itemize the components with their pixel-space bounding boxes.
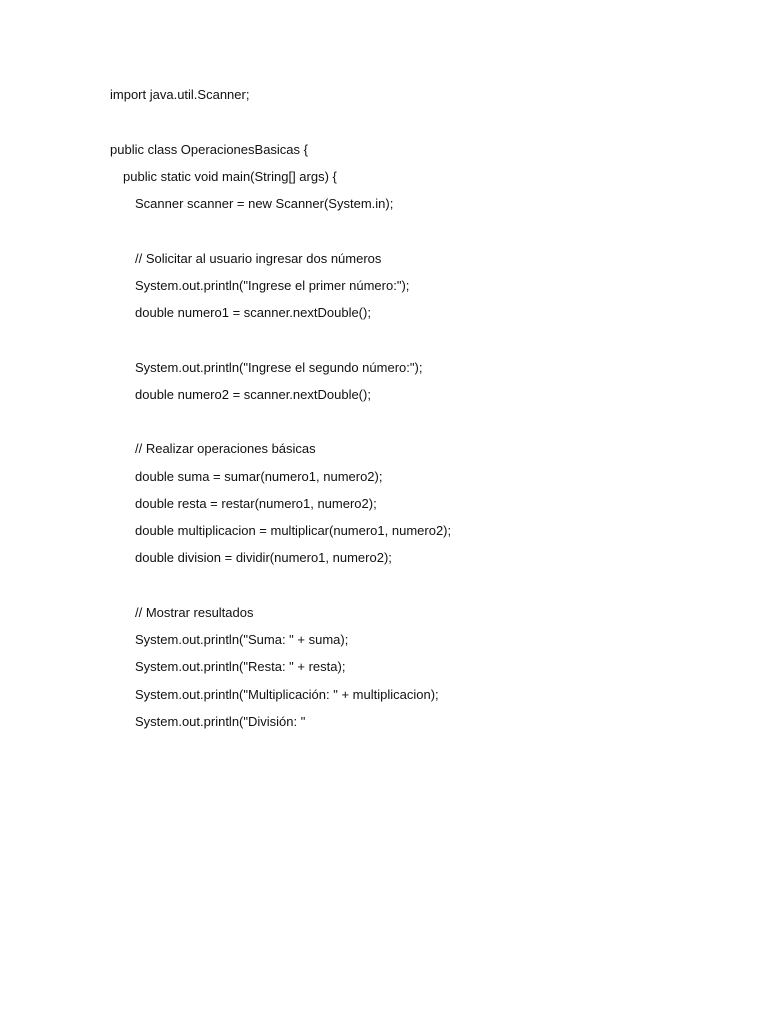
code-line-import: import java.util.Scanner; (110, 87, 250, 102)
code-line-print-resta: System.out.println("Resta: " + resta); (135, 659, 346, 675)
code-line-main-method: public static void main(String[] args) { (123, 168, 337, 184)
code-line-division: double division = dividir(numero1, numero2); (135, 550, 392, 566)
code-comment: // Realizar operaciones básicas (135, 441, 316, 457)
blank-line (110, 576, 730, 603)
code-line-scanner-init: Scanner scanner = new Scanner(System.in); (135, 196, 394, 211)
code-line-prompt-second: System.out.println("Ingrese el segundo número:"); (135, 359, 423, 375)
code-line-read-second: double numero2 = scanner.nextDouble(); (135, 386, 371, 402)
code-line-resta: double resta = restar(numero1, numero2); (135, 495, 377, 511)
blank-line (110, 330, 730, 357)
code-listing (110, 85, 730, 739)
code-line-read-first: double numero1 = scanner.nextDouble(); (135, 305, 371, 320)
blank-line (110, 112, 730, 139)
blank-line (110, 412, 730, 439)
code-line-class-declaration: public class OperacionesBasicas { (110, 141, 308, 157)
code-line-suma: double suma = sumar(numero1, numero2); (135, 468, 383, 484)
blank-line (110, 221, 730, 248)
code-comment: // Solicitar al usuario ingresar dos números (135, 250, 382, 266)
code-line-print-multiplicacion: System.out.println("Multiplicación: " + multiplicacion); (135, 686, 439, 702)
code-line-prompt-first: System.out.println("Ingrese el primer número:"); (135, 277, 410, 293)
code-line-print-division: System.out.println("División: " (135, 713, 306, 729)
code-comment: // Mostrar resultados (135, 604, 254, 620)
code-line-multiplicacion: double multiplicacion = multiplicar(numero1, numero2); (135, 523, 452, 538)
code-line-print-suma: System.out.println("Suma: " + suma); (135, 632, 349, 647)
